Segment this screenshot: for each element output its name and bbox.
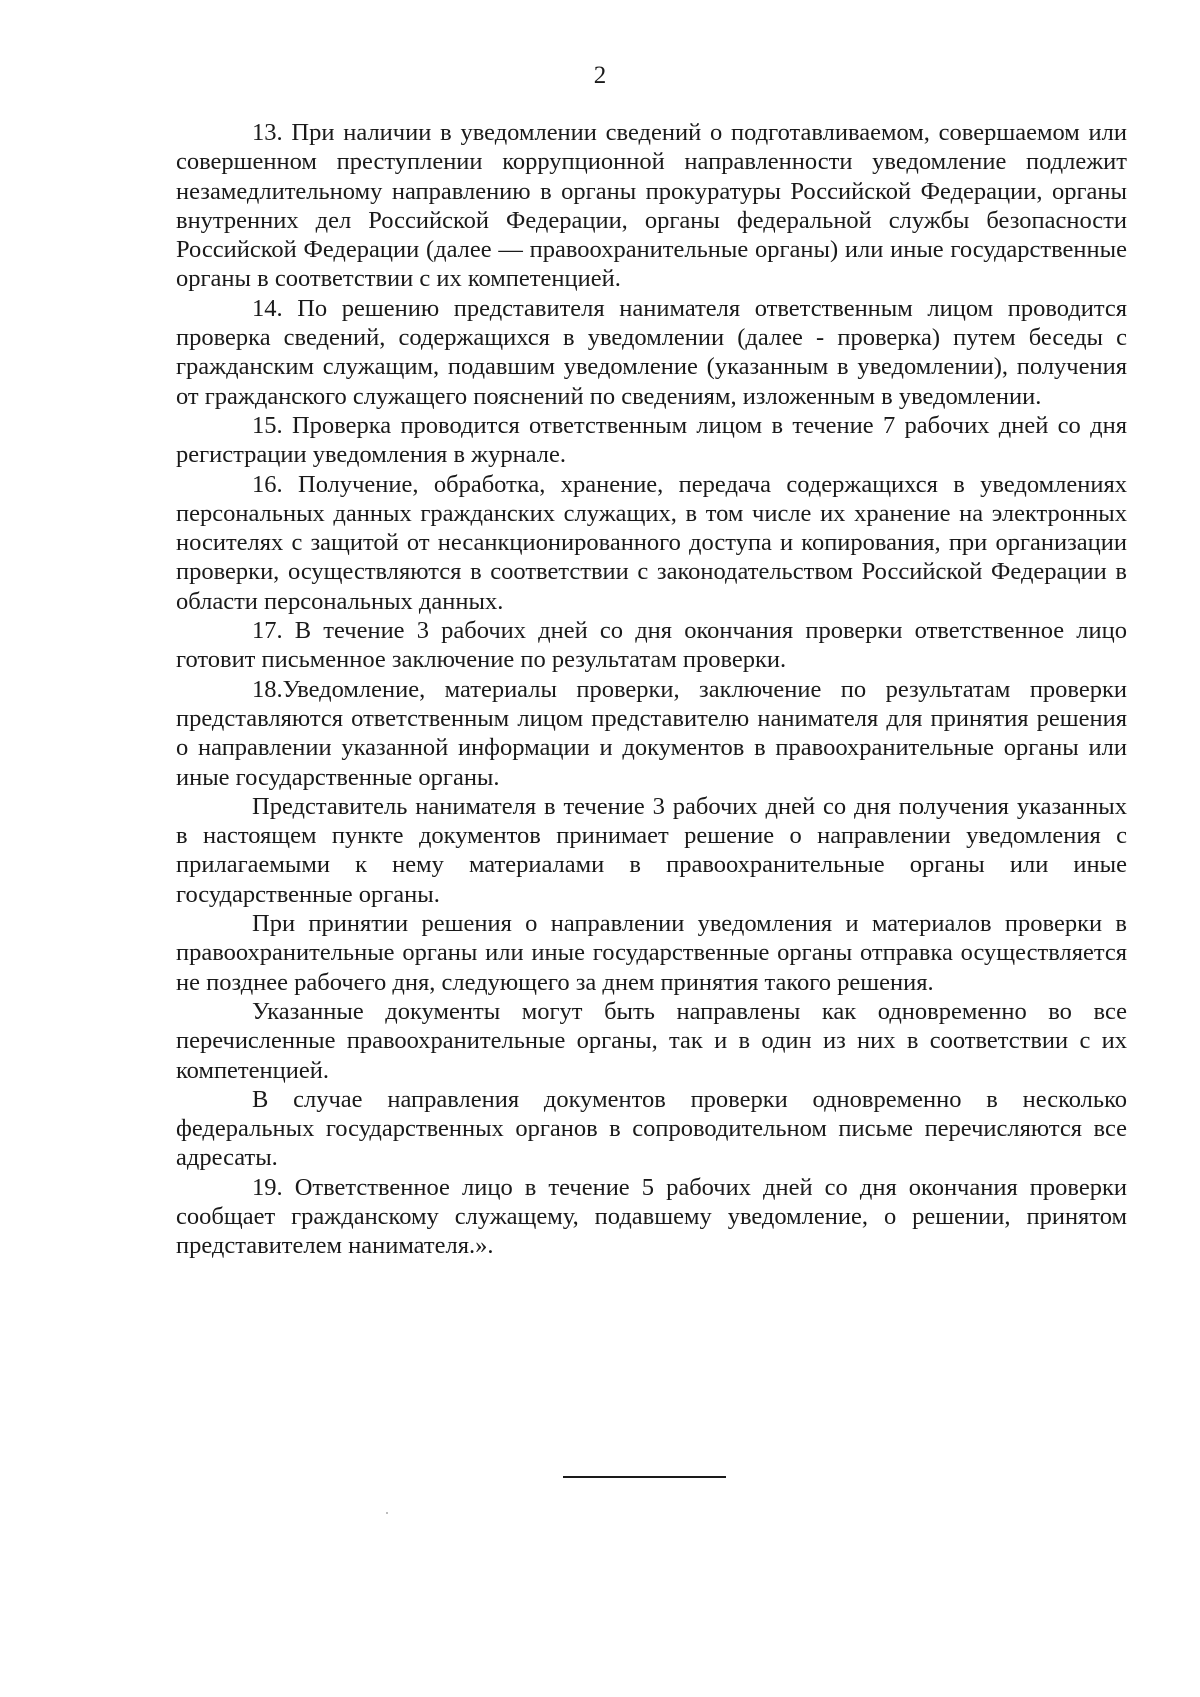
- paragraph-16: 16. Получение, обработка, хранение, передача содержащихся в уведомлениях персональных данных гражданских служащих, в том числе их хранение на электронных носителях с защитой от несанкционированного доступа и копирования, при организации проверки, осуществляются в соответствии с законодательством Российской Федерации в области персональных данных.: [176, 470, 1127, 615]
- scan-speck: [386, 1512, 388, 1514]
- paragraph-15: 15. Проверка проводится ответственным лицом в течение 7 рабочих дней со дня регистрации уведомления в журнале.: [176, 411, 1127, 469]
- document-body: [176, 118, 1127, 1261]
- paragraph-14: 14. По решению представителя нанимателя ответственным лицом проводится проверка сведений, содержащихся в уведомлении (далее - проверка) путем беседы с гражданским служащим, подавшим уведомление (указанным в уведомлении), получения от гражданского служащего пояснений по сведениям, изложенным в уведомлении.: [176, 294, 1127, 410]
- paragraph-13: 13. При наличии в уведомлении сведений о подготавливаемом, совершаемом или совершенном преступлении коррупционной направленности уведомление подлежит незамедлительному направлению в органы прокуратуры Российской Федерации, органы внутренних дел Российской Федерации, органы федеральной службы безопасности Российской Федерации (далее — правоохранительные органы) или иные государственные органы в соответствии с их компетенцией.: [176, 119, 1127, 293]
- paragraph-18-multiple-addressees: В случае направления документов проверки одновременно в несколько федеральных государственных органов в сопроводительном письме перечисляются все адресаты.: [176, 1085, 1127, 1172]
- paragraph-19: 19. Ответственное лицо в течение 5 рабочих дней со дня окончания проверки сообщает гражданскому служащему, подавшему уведомление, о решении, принятом представителем нанимателя.».: [176, 1173, 1127, 1260]
- paragraph-17: 17. В течение 3 рабочих дней со дня окончания проверки ответственное лицо готовит письменное заключение по результатам проверки.: [176, 617, 1127, 674]
- paragraph-18: 18.Уведомление, материалы проверки, заключение по результатам проверки представляются ответственным лицом представителю нанимателя для принятия решения о направлении указанной информации и документов в правоохранительные органы или иные государственные органы.: [176, 675, 1127, 791]
- page-number: 2: [593, 62, 607, 89]
- end-of-text-rule: [563, 1476, 726, 1478]
- paragraph-18-dispatch: При принятии решения о направлении уведомления и материалов проверки в правоохранительные органы или иные государственные органы отправка осуществляется не позднее рабочего дня, следующего за днем принятия такого решения.: [176, 910, 1127, 996]
- paragraph-18-decision: Представитель нанимателя в течение 3 рабочих дней со дня получения указанных в настоящем пункте документов принимает решение о направлении уведомления с прилагаемыми к нему материалами в правоохранительные органы или иные государственные органы.: [176, 792, 1127, 908]
- paragraph-18-recipients: Указанные документы могут быть направлены как одновременно во все перечисленные правоохранительные органы, так и в один из них в соответствии с их компетенцией.: [176, 997, 1127, 1084]
